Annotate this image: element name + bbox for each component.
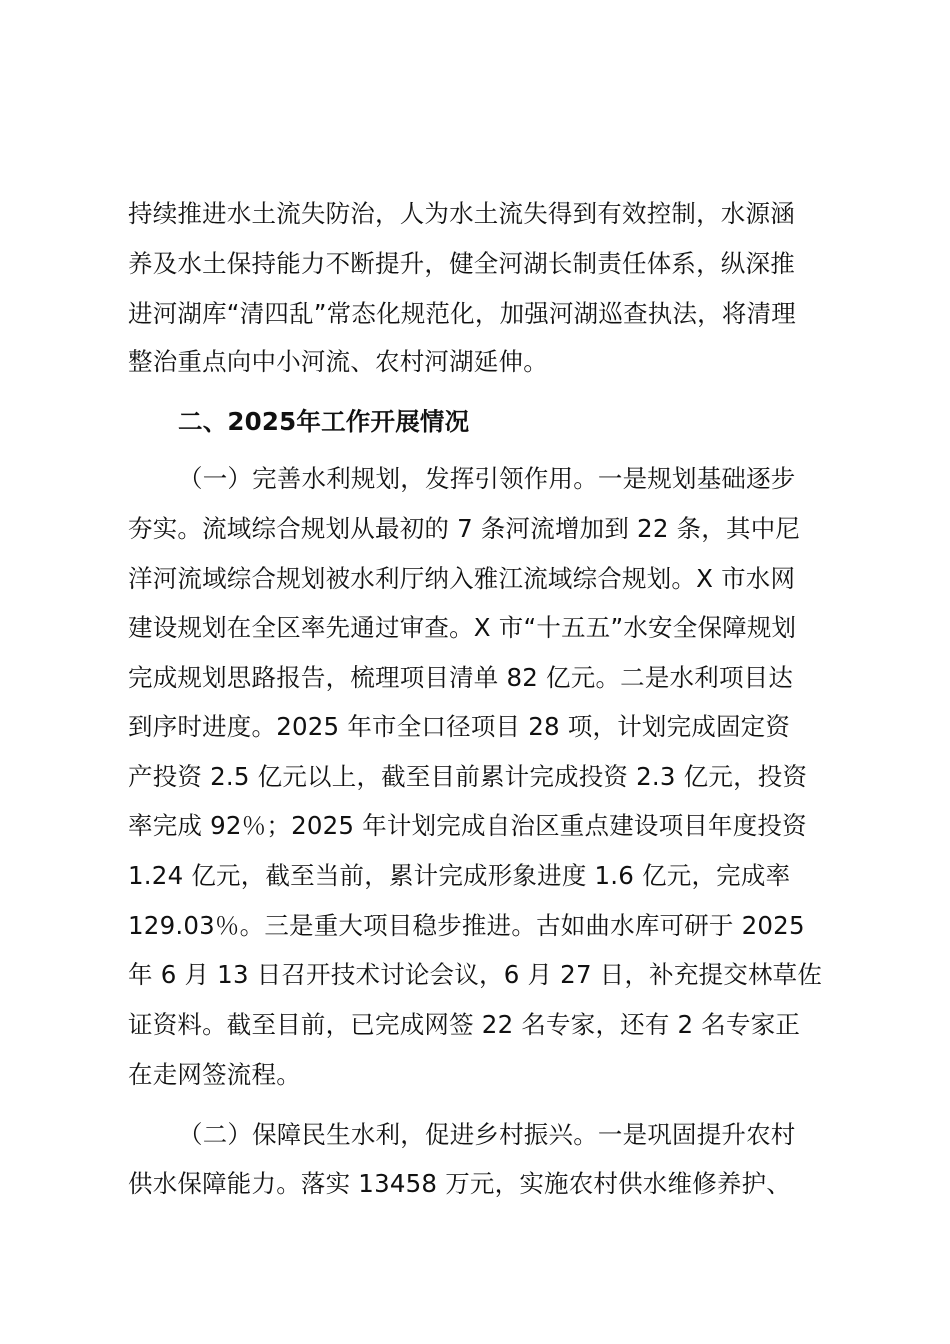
paragraph-line: 洋河流域综合规划被水利厅纳入雅江流域综合规划。X 市水网: [128, 564, 796, 593]
paragraph-line: 供水保障能力。落实 13458 万元，实施农村供水维修养护、: [128, 1169, 792, 1198]
paragraph-line: （一）完善水利规划，发挥引领作用。一是规划基础逐步: [178, 464, 796, 493]
paragraph-line: 完成规划思路报告，梳理项目清单 82 亿元。二是水利项目达: [128, 663, 794, 692]
paragraph-line: 养及水土保持能力不断提升，健全河湖长制责任体系，纵深推: [128, 249, 795, 278]
paragraph-line: 证资料。截至目前，已完成网签 22 名专家，还有 2 名专家正: [128, 1010, 801, 1039]
paragraph-line: 夯实。流域综合规划从最初的 7 条河流增加到 22 条，其中尼: [128, 514, 801, 543]
paragraph-line: 1.24 亿元，截至当前，累计完成形象进度 1.6 亿元，完成率: [128, 861, 791, 890]
paragraph-line: 率完成 92％；2025 年计划完成自治区重点建设项目年度投资: [128, 811, 807, 840]
paragraph-line: 进河湖库“清四乱”常态化规范化，加强河湖巡查执法，将清理: [128, 299, 796, 328]
paragraph-line: 产投资 2.5 亿元以上，截至目前累计完成投资 2.3 亿元，投资: [128, 762, 808, 791]
paragraph-line: 持续推进水土流失防治，人为水土流失得到有效控制，水源涵: [128, 199, 795, 228]
paragraph-line: 整治重点向中小河流、农村河湖延伸。: [128, 347, 548, 376]
paragraph-line: 129.03％。三是重大项目稳步推进。古如曲水库可研于 2025: [128, 911, 805, 940]
paragraph-line: 到序时进度。2025 年市全口径项目 28 项，计划完成固定资: [128, 712, 791, 741]
paragraph-line: 在走网签流程。: [128, 1060, 301, 1089]
paragraph-line: （二）保障民生水利，促进乡村振兴。一是巩固提升农村: [178, 1120, 796, 1149]
paragraph-line: 建设规划在全区率先通过审查。X 市“十五五”水安全保障规划: [128, 613, 797, 642]
paragraph-line: 年 6 月 13 日召开技术讨论会议，6 月 27 日，补充提交林草佐: [128, 960, 823, 989]
section-heading: 二、2025年工作开展情况: [178, 407, 470, 436]
